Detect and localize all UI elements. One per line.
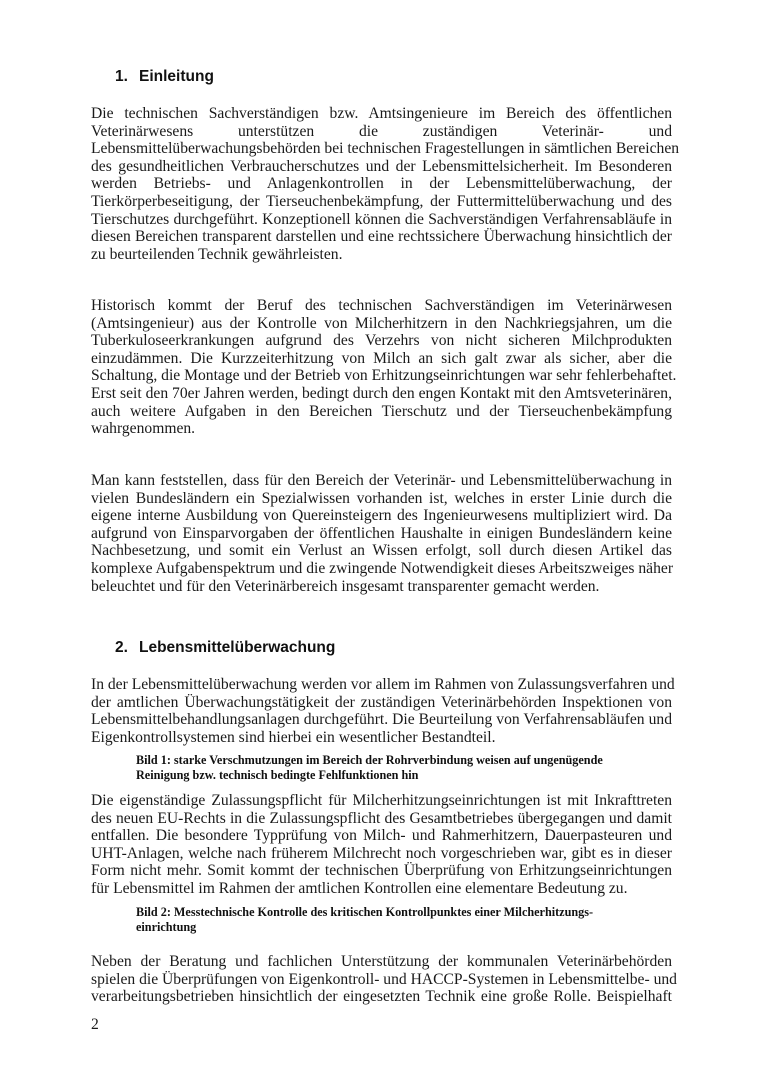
text-line: Nachbesetzung, und somit ein Verlust an Wissen erfolgt, soll durch diesen Artikel das: [91, 542, 672, 560]
paragraph-lmu-3: [91, 953, 677, 1006]
caption-line: Bild 2: Messtechnische Kontrolle des kritischen Kontrollpunktes einer Milcherhitzungs-: [136, 905, 594, 919]
text-line: Lebensmittelbehandlungsanlagen durchgeführt. Die Beurteilung von Verfahrensabläufen und: [91, 711, 672, 729]
text-line: eigene interne Ausbildung von Quereinsteigern des Ingenieurwesens multipliziert wird. Da: [91, 507, 672, 525]
text-line: auch weitere Aufgaben in den Bereichen Tierschutz und der Tierseuchenbekämpfung: [91, 402, 672, 420]
text-line: Lebensmittelüberwachungsbehörden bei technischen Fragestellungen in sämtlichen Bereichen: [91, 140, 680, 158]
text-line: für Lebensmittel im Rahmen der amtlichen Kontrollen eine elementare Bedeutung zu.: [91, 879, 628, 897]
paragraph-lmu-2: [91, 792, 672, 898]
section-title: Einleitung: [139, 68, 214, 85]
paragraph-text: [91, 297, 677, 438]
text-line: komplexe Aufgabenspektrum und die zwingende Notwendigkeit dieses Arbeitszweiges näher: [91, 559, 674, 577]
text-line: (Amtsingenieur) aus der Kontrolle von Milcherhitzern in den Nachkriegsjahren, um die: [91, 314, 672, 332]
page-number: 2: [91, 1016, 99, 1033]
caption-line: Reinigung bzw. technisch bedingte Fehlfunktionen hin: [136, 767, 419, 782]
paragraph-intro-3: [91, 472, 672, 595]
text-line: spielen die Überprüfungen von Eigenkontroll- und HACCP-Systemen in Lebensmittelbe- und: [91, 970, 677, 988]
figure-caption-bild-1: [136, 753, 656, 782]
text-line: Die eigenständige Zulassungspflicht für Milcherhitzungseinrichtungen ist mit Inkrafttreten: [91, 792, 672, 809]
text-line: verarbeitungsbetrieben hinsichtlich der eingesetzten Technik eine große Rolle. Beispielhaft: [91, 988, 672, 1006]
paragraph-lmu-1: [91, 676, 675, 746]
text-line: Die technischen Sachverständigen bzw. Amtsingenieure im Bereich des öffentlichen: [91, 105, 672, 122]
text-line: beleuchtet und für den Veterinärbereich insgesamt transparenter gemacht werden.: [91, 577, 600, 595]
text-line: aufgrund von Einsparvorgaben der öffentlichen Haushalte in einigen Bundesländern keine: [91, 524, 672, 542]
paragraph-intro-1: [91, 105, 680, 263]
text-line: Schaltung, die Montage und der Betrieb von Erhitzungseinrichtungen war sehr fehlerbehaftet.: [91, 367, 677, 385]
text-line: Historisch kommt der Beruf des technischen Sachverständigen im Veterinärwesen: [91, 297, 672, 314]
paragraph-text: [91, 676, 675, 746]
text-line: Erst seit den 70er Jahren werden, bedingt durch den engen Kontakt mit den Amtsveterinären,: [91, 384, 672, 402]
text-line: einzudämmen. Die Kurzzeiterhitzung von Milch an sich galt zwar als sicher, aber die: [91, 349, 672, 367]
text-line: Tierschutzes durchgeführt. Konzeptionell können die Sachverständigen Verfahrensabläufe in: [91, 210, 672, 228]
text-line: UHT-Anlagen, welche nach früherem Milchrecht noch vorgeschrieben war, gibt es in dieser: [91, 844, 672, 862]
text-line: Tierkörperbeseitigung, der Tierseuchenbekämpfung, der Futtermittelüberwachung und des: [91, 192, 672, 210]
caption-line: Bild 1: starke Verschmutzungen im Bereich der Rohrverbindung weisen auf ungenügende: [136, 753, 603, 767]
section-number: 1.: [115, 68, 128, 85]
paragraph-text: [91, 792, 672, 898]
section-number: 2.: [115, 639, 128, 656]
paragraph-text: [91, 472, 672, 595]
paragraph-text: [91, 105, 680, 263]
text-line: entfallen. Die besondere Typprüfung von Milch- und Rahmerhitzern, Dauerpasteuren und: [91, 827, 672, 845]
section-heading-lebensmittelueberwachung: [115, 639, 335, 657]
text-line: diesen Bereichen transparent darstellen und eine rechtssichere Überwachung hinsichtlich der: [91, 228, 672, 246]
text-line: Neben der Beratung und fachlichen Unterstützung der kommunalen Veterinärbehörden: [91, 953, 672, 970]
paragraph-intro-2: [91, 297, 677, 438]
text-line: werden Betriebs- und Anlagenkontrollen in der Lebensmittelüberwachung, der: [91, 175, 672, 193]
text-line: In der Lebensmittelüberwachung werden vor allem im Rahmen von Zulassungsverfahren und: [91, 676, 675, 693]
text-line: vielen Bundesländern ein Spezialwissen vorhanden ist, welches in erster Linie durch die: [91, 489, 672, 507]
section-title: Lebensmittelüberwachung: [139, 639, 336, 656]
section-heading-einleitung: [115, 68, 214, 86]
text-line: zu beurteilenden Technik gewährleisten.: [91, 245, 343, 263]
text-line: Man kann feststellen, dass für den Bereich der Veterinär- und Lebensmittelüberwachung in: [91, 472, 672, 489]
text-line: der amtlichen Überwachungstätigkeit der zuständigen Veterinärbehörden Inspektionen von: [91, 693, 672, 711]
text-line: des neuen EU-Rechts in die Zulassungspflicht des Gesamtbetriebes übergegangen und damit: [91, 809, 672, 827]
text-line: Eigenkontrollsystemen sind hierbei ein wesentlicher Bestandteil.: [91, 728, 496, 746]
caption-line: einrichtung: [136, 919, 197, 934]
figure-caption-bild-2: [136, 905, 656, 934]
paragraph-text: [91, 953, 677, 1006]
text-line: Form nicht mehr. Somit kommt der technischen Überprüfung von Erhitzungseinrichtungen: [91, 862, 672, 880]
text-line: wahrgenommen.: [91, 420, 196, 438]
text-line: des gesundheitlichen Verbraucherschutzes und der Lebensmittelsicherheit. Im Besonderen: [91, 157, 672, 175]
text-line: Tuberkuloseerkrankungen aufgrund des Verzehrs von nicht sicheren Milchprodukten: [91, 332, 672, 350]
text-line: Veterinärwesens unterstützen die zuständigen Veterinär- und: [91, 122, 672, 140]
